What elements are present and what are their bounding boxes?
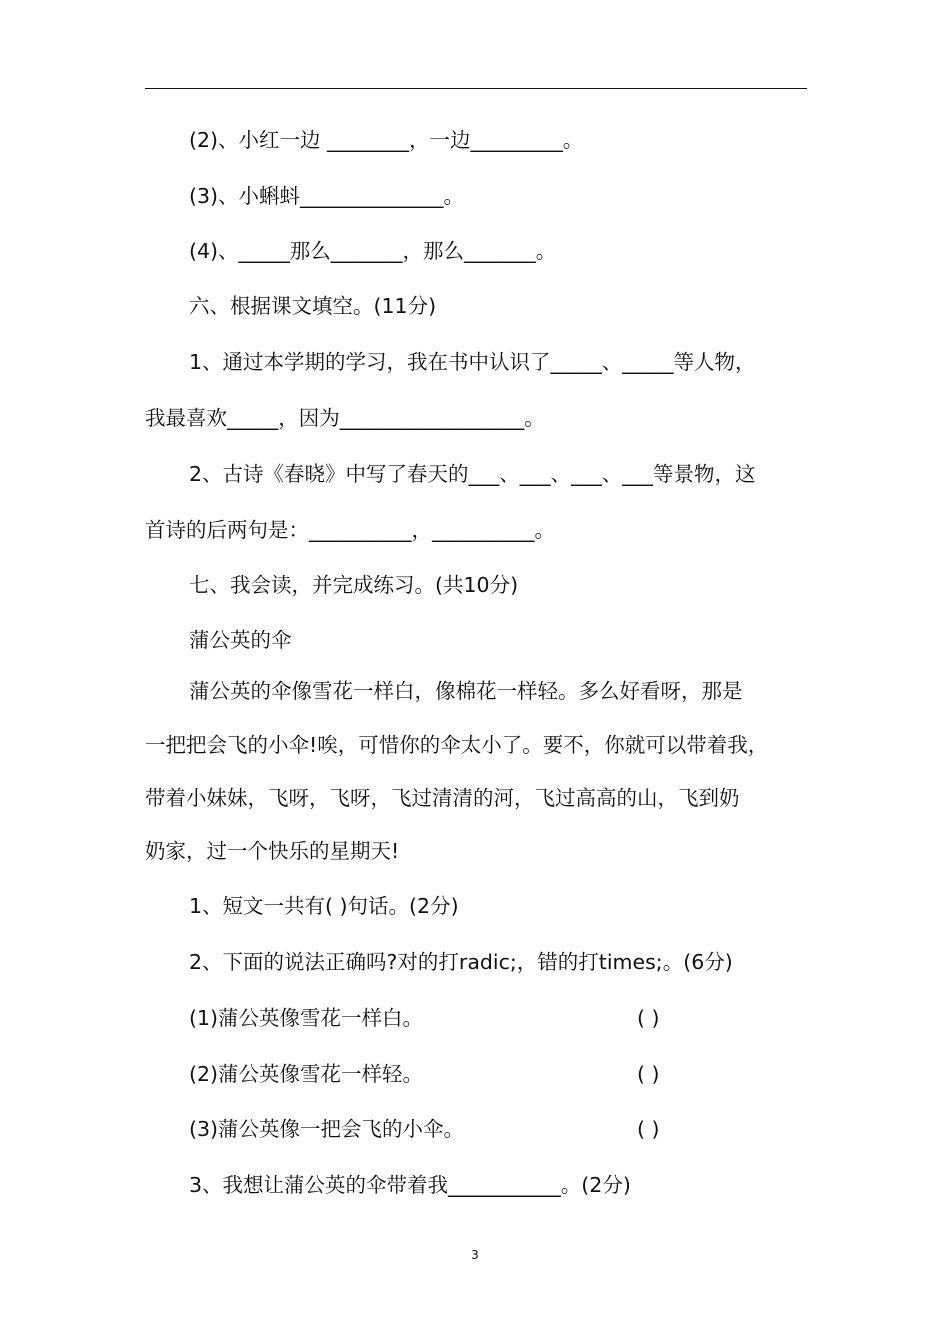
- passage-line-4: 奶家，过一个快乐的星期天!: [145, 839, 400, 863]
- judge-answer-box-1: ( ): [637, 1006, 660, 1030]
- judge-statement-3: (3)蒲公英像一把会飞的小伞。: [189, 1117, 465, 1141]
- page-number: 3: [471, 1248, 479, 1262]
- header-rule: [145, 88, 807, 89]
- passage-line-2: 一把把会飞的小伞!唉，可惜你的伞太小了。要不，你就可以带着我，: [145, 733, 769, 757]
- question-7-3: 3、我想让蒲公英的伞带着我___________。(2分): [189, 1173, 631, 1197]
- passage-title: 蒲公英的伞: [189, 628, 292, 652]
- judge-answer-box-2: ( ): [637, 1062, 660, 1086]
- judge-statement-2: (2)蒲公英像雪花一样轻。: [189, 1062, 424, 1086]
- fill-blank-item-4: (4)、_____那么_______，那么_______。: [189, 239, 557, 263]
- question-7-2: 2、下面的说法正确吗?对的打radic;，错的打times;。(6分): [189, 950, 733, 974]
- passage-line-3: 带着小妹妹，飞呀，飞呀，飞过清清的河，飞过高高的山，飞到奶: [145, 786, 740, 810]
- fill-blank-item-2: (2)、小红一边 ________，一边_________。: [189, 128, 584, 152]
- question-6-1-line-1: 1、通过本学期的学习，我在书中认识了_____、_____等人物，: [189, 350, 756, 374]
- section-7-heading: 七、我会读，并完成练习。(共10分): [189, 573, 519, 597]
- judge-statement-1: (1)蒲公英像雪花一样白。: [189, 1006, 424, 1030]
- fill-blank-item-3: (3)、小蝌蚪______________。: [189, 184, 465, 208]
- judge-answer-box-3: ( ): [637, 1117, 660, 1141]
- section-6-heading: 六、根据课文填空。(11分): [189, 294, 437, 318]
- question-6-2-line-2: 首诗的后两句是：__________，__________。: [145, 518, 555, 542]
- passage-line-1: 蒲公英的伞像雪花一样白，像棉花一样轻。多么好看呀，那是: [189, 679, 743, 703]
- question-7-1: 1、短文一共有( )句话。(2分): [189, 894, 459, 918]
- question-6-2-line-1: 2、古诗《春晓》中写了春天的___、___、___、___等景物，这: [189, 462, 756, 486]
- question-6-1-line-2: 我最喜欢_____，因为__________________。: [145, 406, 545, 430]
